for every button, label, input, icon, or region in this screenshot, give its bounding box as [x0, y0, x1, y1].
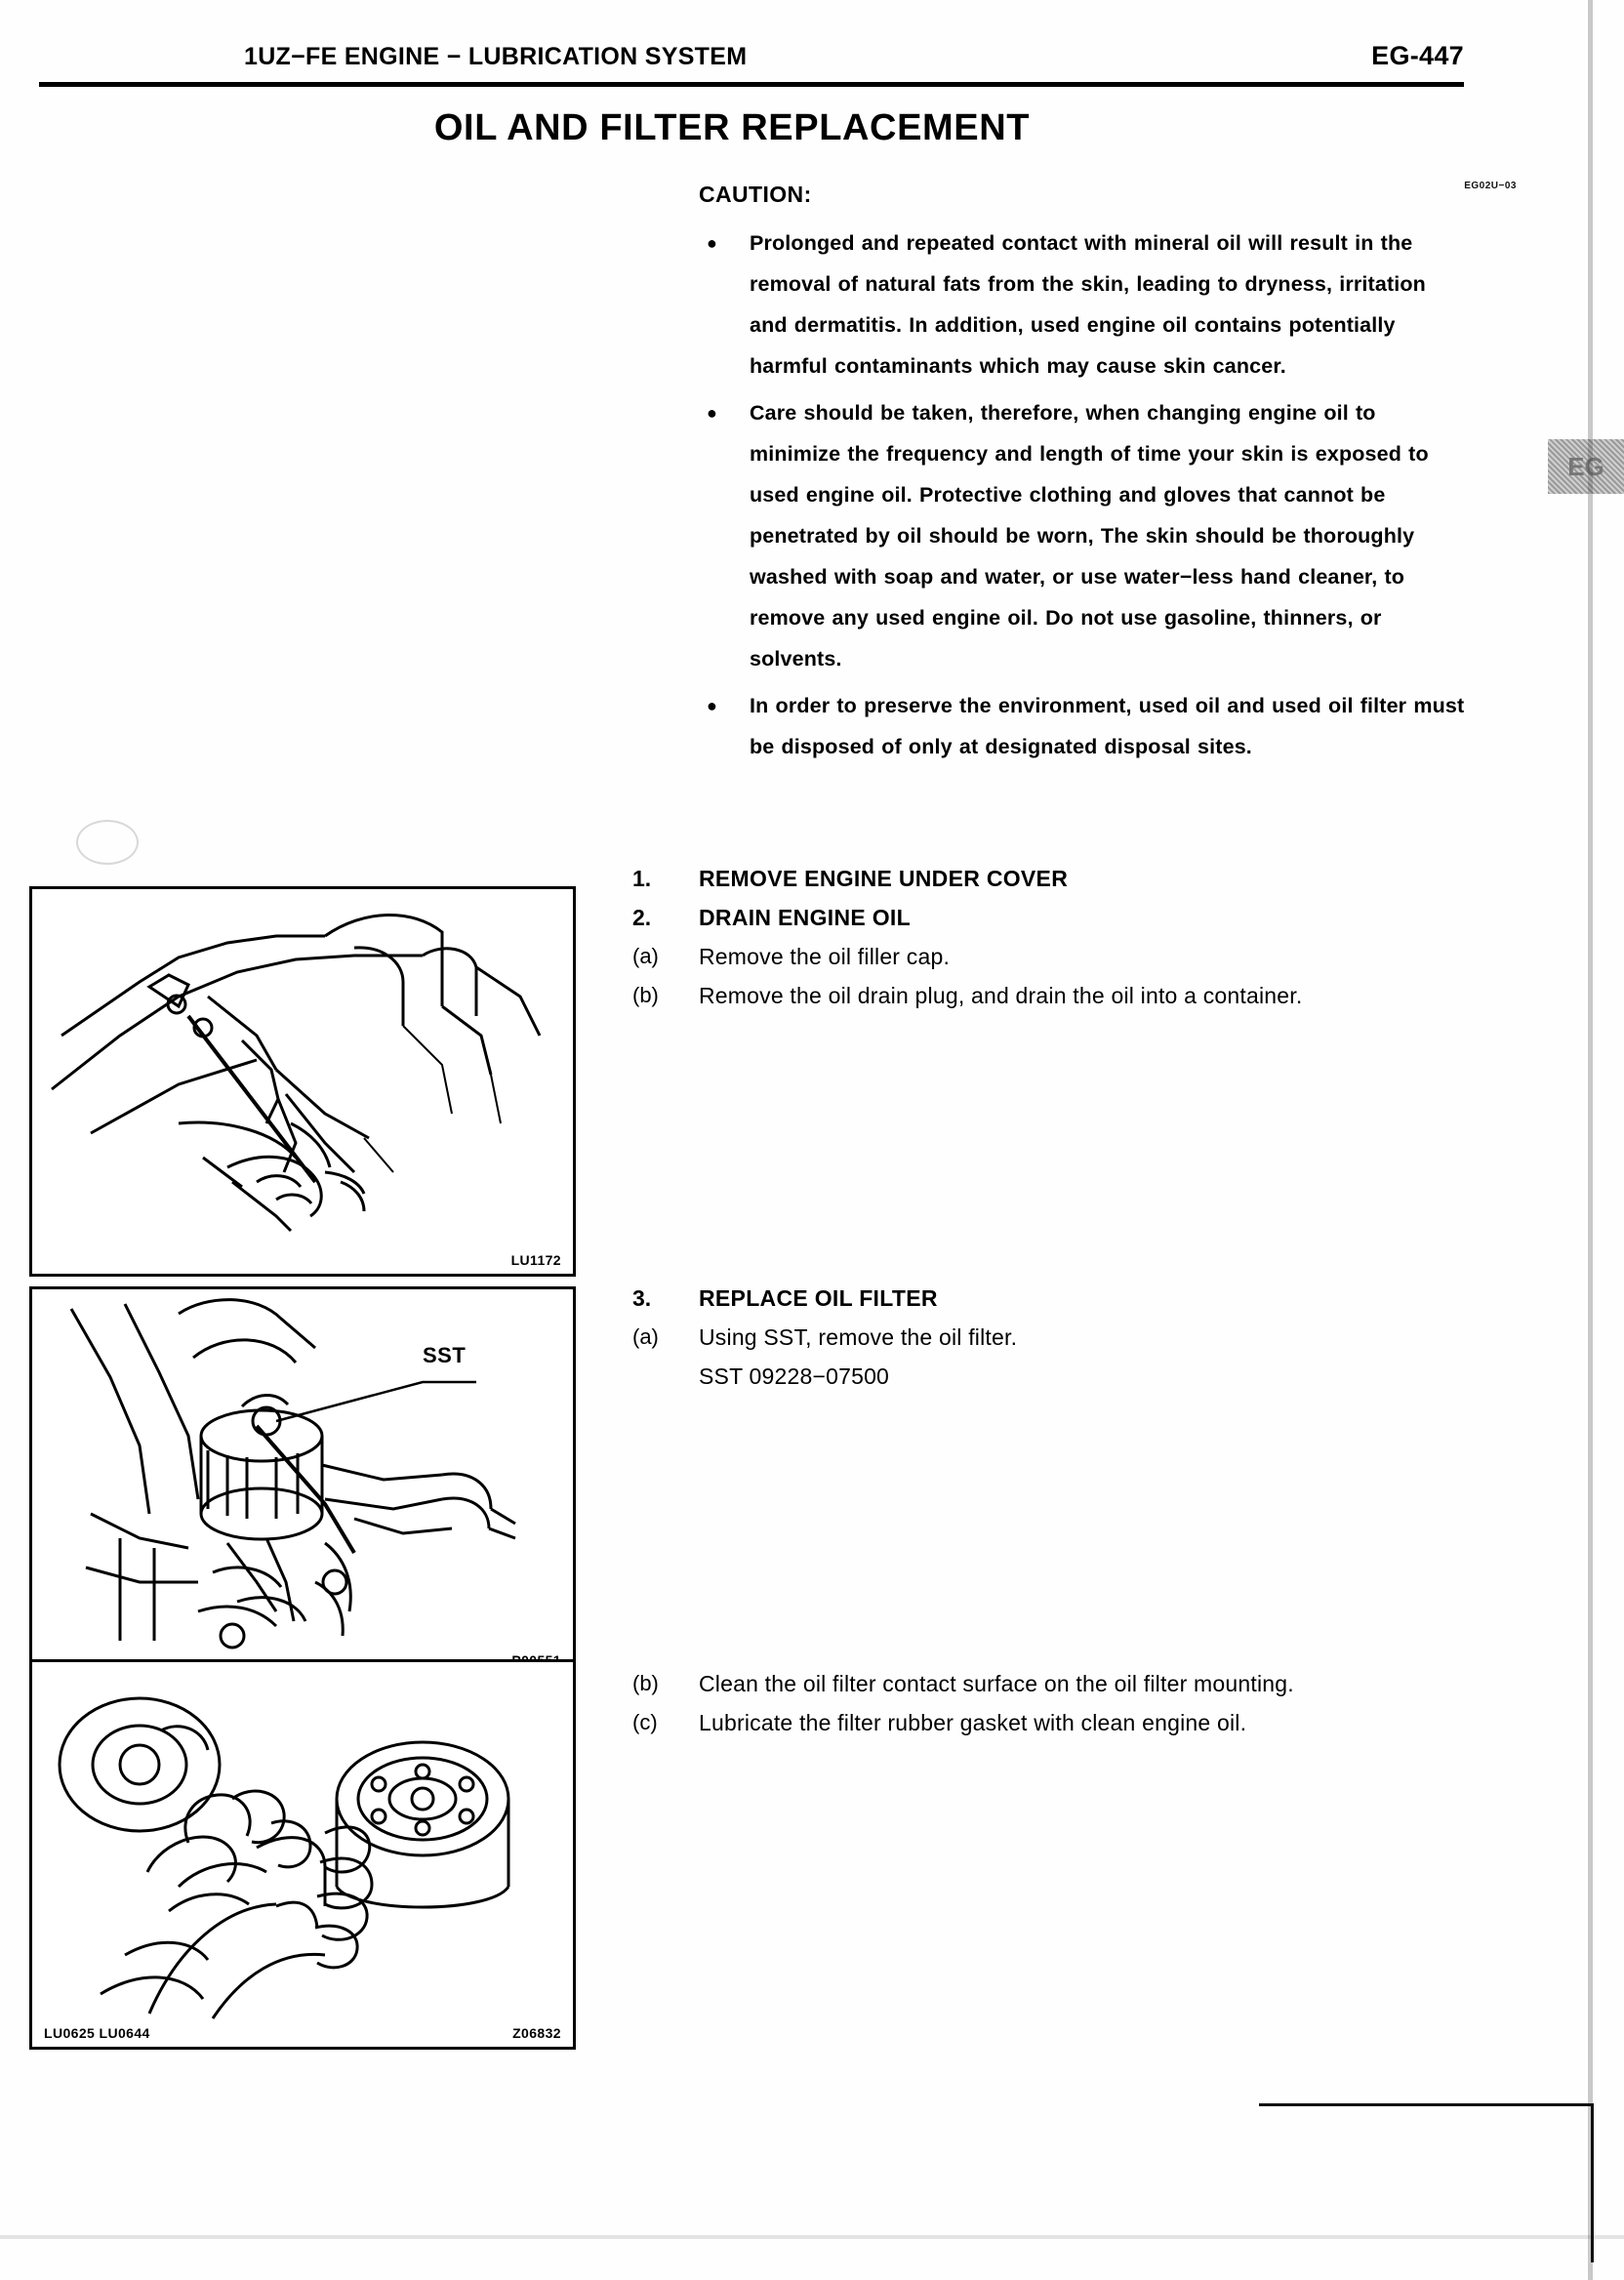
header-divider: [39, 82, 1464, 87]
list-item: [632, 1318, 1472, 1357]
figure-gasket-lubrication: [29, 1659, 576, 2050]
step-marker: 2.: [632, 905, 652, 930]
step-marker: 1.: [632, 866, 652, 891]
caution-text: In order to preserve the environment, used oil and used oil filter must be disposed of only at designated disposal sites.: [750, 694, 1465, 758]
bullet-icon: ●: [707, 403, 717, 423]
figure-drain-plug: [29, 886, 576, 1277]
procedure-group-3: [632, 1664, 1491, 1742]
step-marker: (a): [632, 944, 659, 968]
list-item: [699, 392, 1470, 679]
figure-code: LU1172: [510, 1252, 561, 1268]
page-number: EG-447: [1371, 41, 1464, 70]
step-marker: (b): [632, 983, 659, 1007]
step-text: Clean the oil filter contact surface on the oil filter mounting.: [699, 1671, 1294, 1696]
step-text: Remove the oil drain plug, and drain the oil into a container.: [699, 983, 1303, 1008]
list-item: [632, 937, 1472, 976]
procedure-group-2: [632, 1279, 1472, 1396]
gasket-illustration: [32, 1662, 573, 2047]
list-item: [632, 1703, 1491, 1742]
section-tab: EG: [1548, 439, 1624, 494]
list-item: [632, 859, 1472, 898]
header-title: 1UZ−FE ENGINE − LUBRICATION SYSTEM: [244, 43, 748, 70]
list-item: [632, 976, 1472, 1015]
step-marker: (c): [632, 1710, 658, 1734]
list-item: [699, 685, 1470, 767]
scan-corner-bracket: [1259, 2103, 1594, 2262]
figure-code: Z06832: [512, 2025, 561, 2041]
section-code: EG02U−03: [1464, 181, 1517, 191]
page-header: [244, 41, 1464, 71]
page-title: OIL AND FILTER REPLACEMENT: [433, 107, 1031, 148]
step-marker: (a): [632, 1324, 659, 1349]
sst-number: SST 09228−07500: [699, 1364, 890, 1389]
step-text: Lubricate the filter rubber gasket with clean engine oil.: [699, 1710, 1247, 1735]
bullet-icon: ●: [707, 233, 717, 253]
figure-sst-filter: [29, 1286, 576, 1677]
step-text: REPLACE OIL FILTER: [699, 1285, 938, 1311]
list-item: [632, 1664, 1491, 1703]
figure-callout-sst: SST: [423, 1343, 467, 1367]
step-text: REMOVE ENGINE UNDER COVER: [699, 866, 1069, 891]
caution-text: Prolonged and repeated contact with mineral oil will result in the removal of natural fats from the skin, leading to dryness, irritation and dermatitis. In addition, used engine oil contains potentially harmful contaminants which may cause skin cancer.: [750, 231, 1426, 378]
bullet-icon: ●: [707, 696, 717, 715]
scan-edge-line: [1588, 0, 1593, 2280]
step-marker: (b): [632, 1671, 659, 1695]
caution-list: [699, 223, 1470, 773]
caution-heading: CAUTION:: [699, 182, 812, 207]
list-item: [632, 898, 1472, 937]
list-item: [632, 1279, 1472, 1318]
step-marker: 3.: [632, 1285, 652, 1311]
list-item: [699, 223, 1470, 387]
procedure-group-1: [632, 859, 1472, 1015]
scan-smudge: [76, 820, 139, 865]
sst-filter-illustration: [32, 1289, 573, 1674]
step-text: Using SST, remove the oil filter.: [699, 1324, 1018, 1350]
list-item: [632, 1357, 1472, 1396]
caution-text: Care should be taken, therefore, when changing engine oil to minimize the frequency and length of time your skin is exposed to used engine oil. Protective clothing and gloves that cannot be penetrated by oil should be worn, The skin should be thoroughly washed with soap and water, or use water−less hand cleaner, to remove any used engine oil. Do not use gasoline, thinners, or solvents.: [750, 401, 1429, 671]
figure-code-secondary: LU0625 LU0644: [44, 2025, 150, 2041]
step-text: DRAIN ENGINE OIL: [699, 905, 911, 930]
drain-plug-illustration: [32, 889, 573, 1274]
step-text: Remove the oil filler cap.: [699, 944, 951, 969]
